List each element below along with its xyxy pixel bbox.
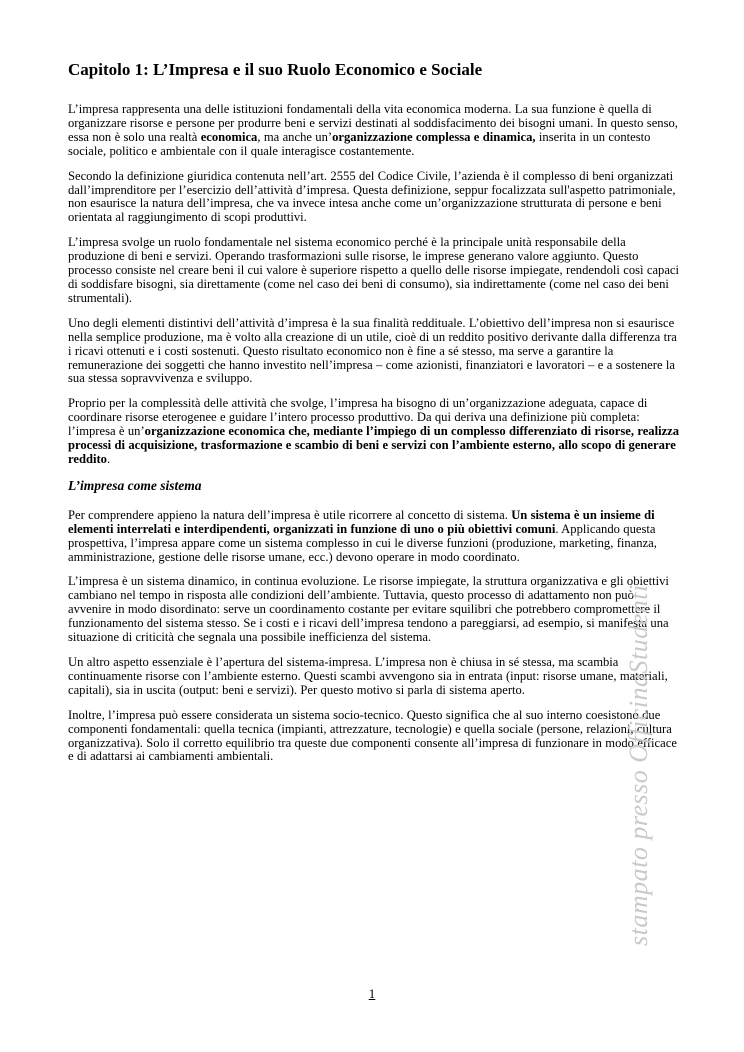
chapter-title: Capitolo 1: L’Impresa e il suo Ruolo Economico e Sociale [68,60,483,79]
paragraph: Per comprendere appieno la natura dell’impresa è utile ricorrere al concetto di sistema. Un sistema è un insieme di elementi interrelati e interdipendenti, organizzati in funzione di uno o più obiettivi comuni. Applicando questa prospettiva, l’impresa appare come un sistema complesso in cui le diverse funzioni (produzione, marketing, finanza, amministrazione, gestione delle risorse umane, ecc.) devono operare in modo coordinato. [68,507,657,564]
paragraph: Un altro aspetto essenziale è l’apertura del sistema-impresa. L’impresa non è chiusa in sé stessa, ma scambia continuamente risorse con l’ambiente esterno. Questi scambi avvengono sia in entrata (input: risorse umane, materiali, capitali), sia in uscita (output: beni e servizi). Per questo motivo si parla di sistema aperto. [68,655,668,697]
page-footer [0,986,744,1002]
document-content [68,60,680,775]
paragraph: Proprio per la complessità delle attività che svolge, l’impresa ha bisogno di un’organizzazione adeguata, capace di coordinare risorse eterogenee e guidare l’intero processo produttivo. Da qui deriva una definizione più completa: l’impresa è un’organizzazione economica che, mediante l’impiego di un complesso differenziato di risorse, realizza processi di acquisizione, trasformazione e scambio di beni e servizi con l’ambiente esterno, allo scopo di generare reddito. [68,396,680,466]
paragraph: L’impresa rappresenta una delle istituzioni fondamentali della vita economica moderna. La sua funzione è quella di organizzare risorse e persone per produrre beni e servizi destinati al soddisfacimento dei bisogni umani. In questo senso, essa non è solo una realtà economica, ma anche un’organizzazione complessa e dinamica, inserita in un contesto sociale, politico e ambientale con il quale interagisce costantemente. [68,102,678,158]
paragraph: Uno degli elementi distintivi dell’attività d’impresa è la sua finalità reddituale. L’obiettivo dell’impresa non si esaurisce nella semplice produzione, ma è volto alla creazione di un utile, cioè di un reddito positivo derivante dalla differenza tra i ricavi ottenuti e i costi sostenuti. Questo risultato economico non è fine a sé stesso, ma serve a garantire la remunerazione dei soggetti che hanno investito nell’impresa – come azionisti, finanziatori e lavoratori – e a sostenere la sua stessa sopravvivenza e sviluppo. [68,315,677,386]
section-heading: L’impresa come sistema [68,477,202,493]
paragraph: L’impresa è un sistema dinamico, in continua evoluzione. Le risorse impiegate, la struttura organizzativa e gli obiettivi cambiano nel tempo in risposta alle condizioni dell’ambiente. Tuttavia, questo processo di adattamento non può avvenire in modo disordinato: serve un coordinamento costante per evitare squilibri che potrebbero compromettere il funzionamento del sistema stesso. Se i costi e i ricavi dell’impresa tendono a pareggiarsi, ad esempio, si manifesta una situazione di criticità che segnala una possibile inefficienza del sistema. [68,574,669,645]
paragraph: L’impresa svolge un ruolo fondamentale nel sistema economico perché è la principale unità responsabile della produzione di beni e servizi. Operando trasformazioni sulle risorse, le imprese generano valore aggiunto. Questo processo consiste nel creare beni il cui valore è superiore rispetto a quello delle risorse impiegate, rendendoli così capaci di soddisfare bisogni, sia direttamente (come nel caso dei beni di consumo), sia indirettamente (come nel caso dei beni strumentali). [68,235,680,305]
watermark-text: stampato presso OfficinaStudenti [624,584,653,946]
paragraph: Inoltre, l’impresa può essere considerata un sistema socio-tecnico. Questo significa che al suo interno coesistono due componenti fondamentali: quella tecnica (impianti, attrezzature, tecnologie) e quella sociale (persone, relazioni, cultura organizzativa). Solo il corretto equilibrio tra queste due componenti consente all’impresa di funzionare in modo efficace e di adattarsi ai cambiamenti ambientali. [68,707,677,764]
page-number: 1 [368,986,376,1001]
paragraph: Secondo la definizione giuridica contenuta nell’art. 2555 del Codice Civile, l’azienda è il complesso di beni organizzati dall’imprenditore per l’esercizio dell’attività d’impresa. Questa definizione, seppur focalizzata sull'aspetto patrimoniale, non esaurisce la natura dell’impresa, che va invece intesa anche come un’organizzazione strutturata di persone e beni orientata al raggiungimento di scopi produttivi. [68,168,676,225]
